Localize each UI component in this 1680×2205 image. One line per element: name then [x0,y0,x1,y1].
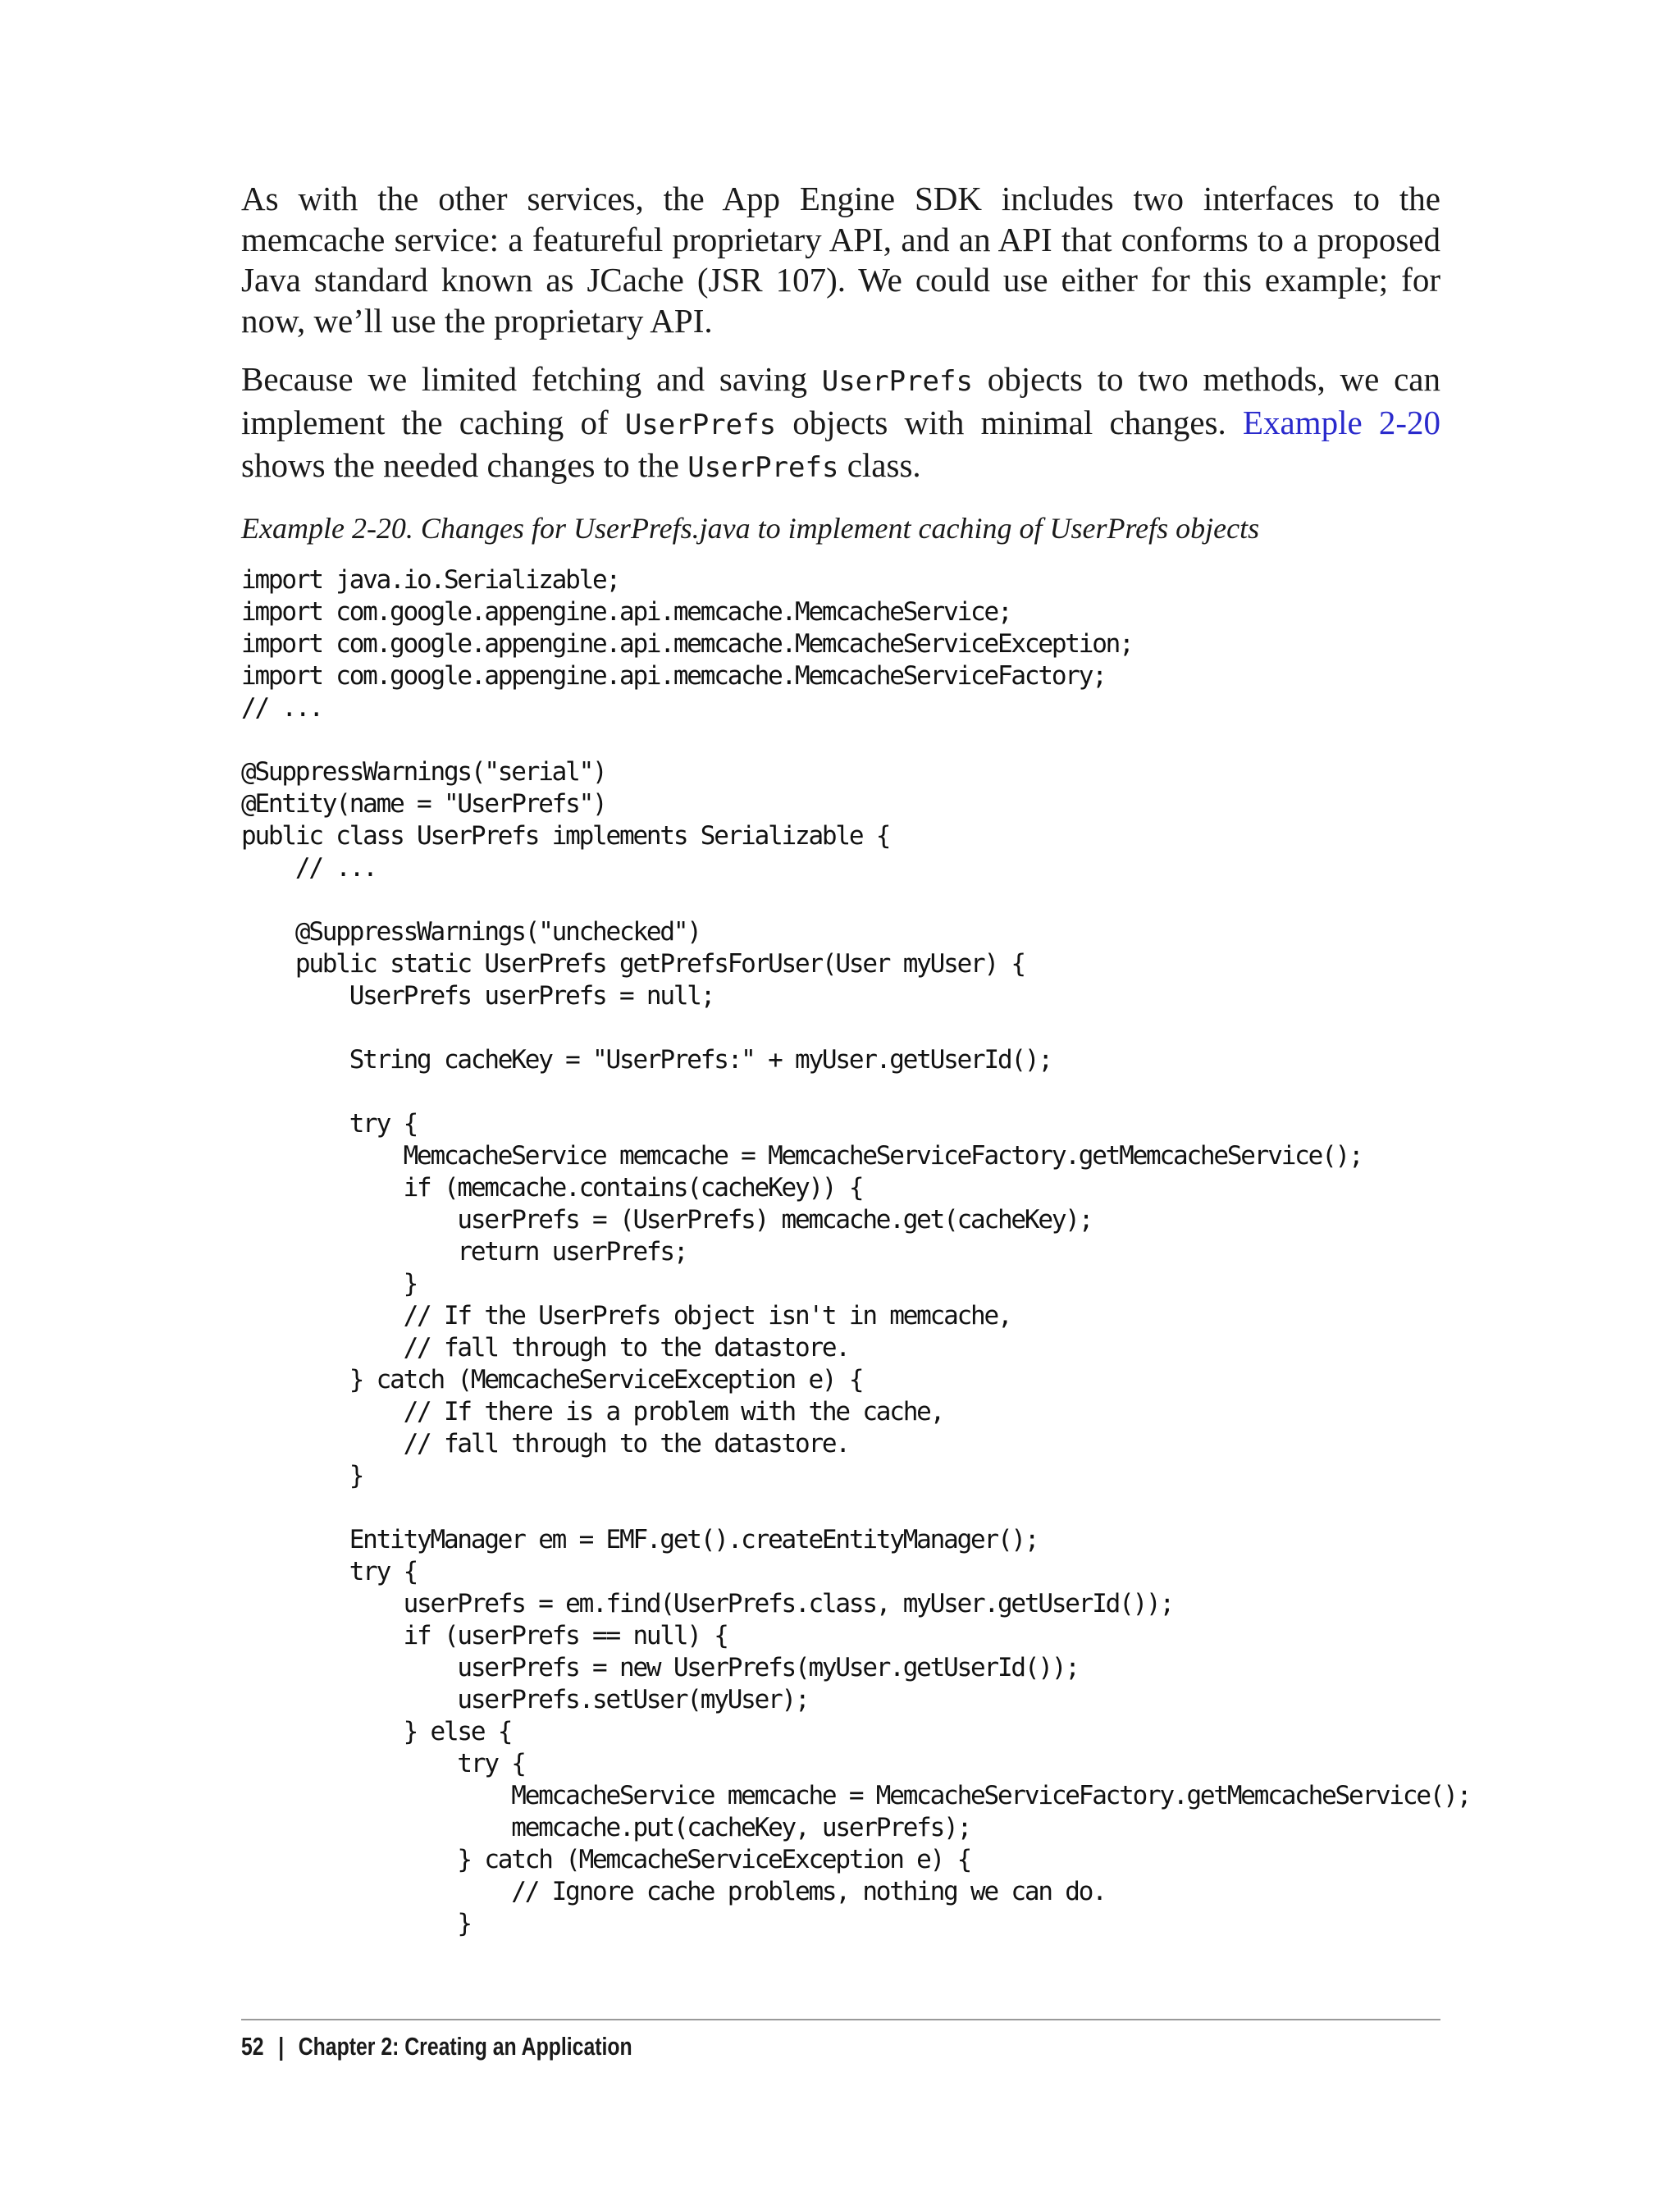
code-line: try { [241,1109,418,1139]
code-line: // Ignore cache problems, nothing we can do. [241,1877,1106,1906]
code-line: import com.google.appengine.api.memcache.MemcacheServiceException; [241,629,1133,659]
code-line: @SuppressWarnings("unchecked") [241,917,701,947]
code-line: if (userPrefs == null) { [241,1621,728,1650]
code-line: } catch (MemcacheServiceException e) { [241,1845,971,1874]
inline-code-userprefs: UserPrefs [624,408,777,441]
paragraph-text: shows the needed changes to the [241,446,688,484]
code-line: // ... [241,853,377,883]
paragraph-memcache-interfaces: As with the other services, the App Engine SDK includes two interfaces to the memcache service: a featureful proprietary API, and an API that conforms to a proposed Java standard known as JCache (JSR 107). We could use either for this example; for now, we’ll use the proprietary API. [241,180,1440,340]
paragraph-text: class. [838,446,921,484]
code-line: import com.google.appengine.api.memcache.MemcacheServiceFactory; [241,661,1106,691]
code-line [241,1012,1470,1044]
code-line [241,1492,1470,1524]
code-line: } [241,1269,418,1299]
code-line: userPrefs = new UserPrefs(myUser.getUserId()); [241,1653,1079,1682]
code-line: userPrefs = (UserPrefs) memcache.get(cacheKey); [241,1205,1093,1235]
paragraph-caching-changes [241,359,1440,489]
code-line: // If the UserPrefs object isn't in memcache, [241,1301,1011,1331]
code-line: // If there is a problem with the cache, [241,1397,944,1427]
code-line: public static UserPrefs getPrefsForUser(User myUser) { [241,949,1025,979]
code-line: @SuppressWarnings("serial") [241,757,606,787]
inline-code-userprefs: UserPrefs [821,365,973,398]
code-line [241,1076,1470,1108]
code-line: } [241,1461,363,1491]
paragraph-text: objects to two methods, we can implement the caching of [241,360,1440,441]
code-line: @Entity(name = "UserPrefs") [241,789,606,819]
inline-code-userprefs: UserPrefs [687,451,839,484]
code-line: EntityManager em = EMF.get().createEntityManager(); [241,1525,1039,1554]
code-line: } [241,1909,471,1938]
code-line: import com.google.appengine.api.memcache.MemcacheService; [241,597,1011,627]
code-line: try { [241,1749,525,1778]
code-line: MemcacheService memcache = MemcacheServiceFactory.getMemcacheService(); [241,1141,1363,1171]
chapter-title: Chapter 2: Creating an Application [298,2032,632,2061]
page-footer [241,2030,632,2063]
page-number: 52 [241,2032,264,2061]
paragraph-text: Because we limited fetching and saving [241,360,822,398]
code-line [241,884,1470,916]
code-line: try { [241,1557,418,1586]
code-line [241,724,1470,756]
paragraph-text: objects with minimal changes. [776,403,1243,441]
code-line: } catch (MemcacheServiceException e) { [241,1365,863,1395]
example-caption: Example 2-20. Changes for UserPrefs.java to implement caching of UserPrefs objects [241,512,1260,545]
code-line: public class UserPrefs implements Serializable { [241,821,890,851]
code-line: return userPrefs; [241,1237,687,1267]
code-line: } else { [241,1717,512,1746]
code-line: userPrefs.setUser(myUser); [241,1685,809,1714]
code-listing [241,564,1470,1940]
code-line: import java.io.Serializable; [241,565,619,595]
code-line: UserPrefs userPrefs = null; [241,981,714,1011]
code-line: // fall through to the datastore. [241,1429,849,1459]
footer-separator: | [278,2032,285,2061]
footer-divider [241,2019,1440,2020]
code-line: memcache.put(cacheKey, userPrefs); [241,1813,971,1842]
code-line: userPrefs = em.find(UserPrefs.class, myUser.getUserId()); [241,1589,1173,1618]
code-line: MemcacheService memcache = MemcacheServiceFactory.getMemcacheService(); [241,1781,1471,1810]
code-line: if (memcache.contains(cacheKey)) { [241,1173,863,1203]
example-cross-reference-link[interactable]: Example 2-20 [1242,403,1440,441]
code-line: // fall through to the datastore. [241,1333,849,1363]
code-line: // ... [241,693,322,723]
code-line: String cacheKey = "UserPrefs:" + myUser.getUserId(); [241,1045,1052,1075]
